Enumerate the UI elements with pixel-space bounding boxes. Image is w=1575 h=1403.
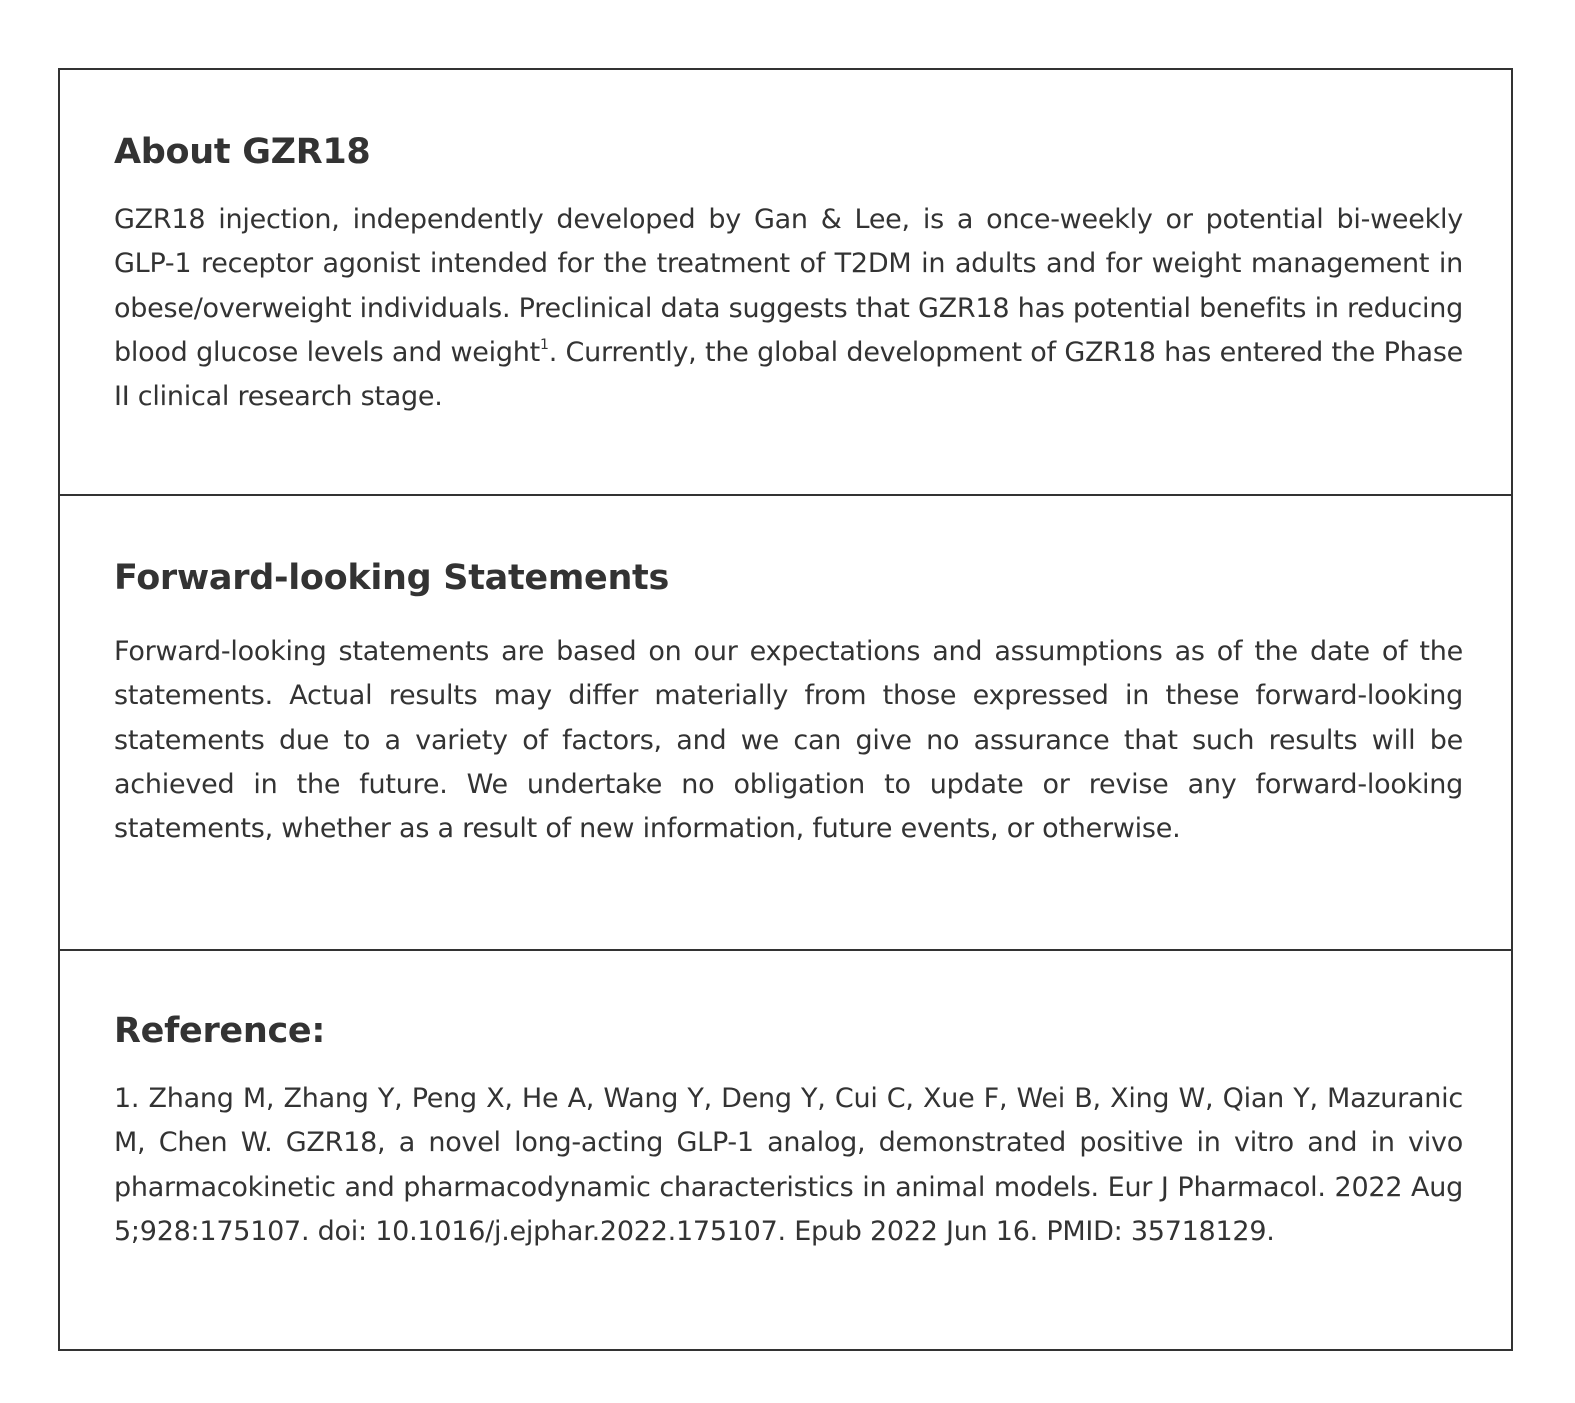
forward-looking-heading: Forward-looking Statements	[114, 558, 670, 598]
about-text-continued: . Currently, the global development of GZR18 has entered the Phase II clinical research stage.	[114, 336, 1463, 413]
footnote-marker: 1	[540, 336, 549, 353]
about-section	[60, 70, 1511, 494]
reference-section	[60, 949, 1511, 1349]
about-paragraph	[114, 198, 1463, 419]
document-box	[58, 68, 1513, 1351]
reference-heading: Reference:	[114, 1011, 326, 1051]
reference-paragraph: 1. Zhang M, Zhang Y, Peng X, He A, Wang Y, Deng Y, Cui C, Xue F, Wei B, Xing W, Qian Y, Mazuranic M, Chen W. GZR18, a novel long-acting GLP-1 analog, demonstrated positive in vitro and in vivo pharmacokinetic and pharmacodynamic characteristics in animal models. Eur J Pharmacol. 2022 Aug 5;928:175107. doi: 10.1016/j.ejphar.2022.175107. Epub 2022 Jun 16. PMID: 35718129.	[114, 1083, 1463, 1247]
forward-looking-paragraph: Forward-looking statements are based on our expectations and assumptions as of the date of the statements. Actual results may differ materially from those expressed in these forward-looking statements due to a variety of factors, and we can give no assurance that such results will be achieved in the future. We undertake no obligation to update or revise any forward-looking statements, whether as a result of new information, future events, or otherwise.	[114, 636, 1463, 845]
forward-looking-section	[60, 494, 1511, 949]
about-text: GZR18 injection, independently developed by Gan & Lee, is a once-weekly or potential bi-weekly GLP-1 receptor agonist intended for the treatment of T2DM in adults and for weight management in obese/overweight individuals. Preclinical data suggests that GZR18 has potential benefits in reducing blood glucose levels and weight	[114, 204, 1463, 368]
about-heading: About GZR18	[114, 132, 371, 172]
